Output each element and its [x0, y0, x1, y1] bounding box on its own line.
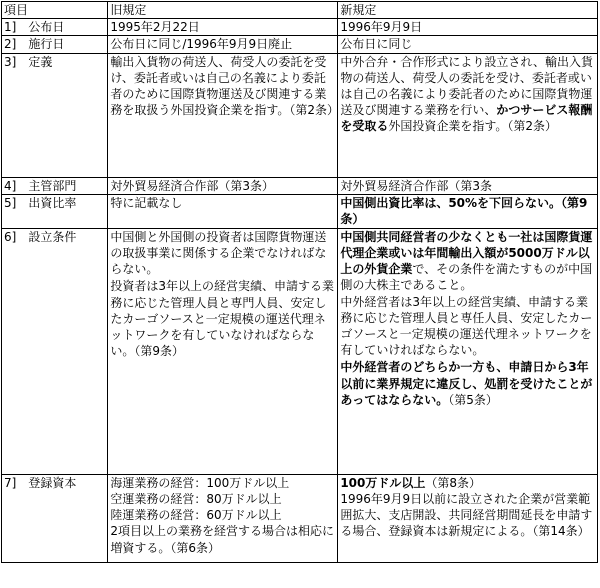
- new-rule-text: [340, 178, 595, 194]
- row-item-label: 3] 定義: [2, 53, 108, 177]
- table-row: [2, 474, 598, 562]
- new-rule-text: [340, 36, 595, 52]
- new-rule-text: [340, 19, 595, 35]
- new-rule-fragment: 中外合弁・合作形式により設立され、輸出入貨物の荷送人、荷受人の委託を受け、委託者或いは自己の名義により委託者のために国際貨物運送及び関連する業務を行い、: [340, 54, 594, 118]
- row-item-label: 7] 登録資本: [2, 474, 108, 562]
- old-rule-text: 中国側と外国側の投資者は国際貨物運送の取扱事業に関係する企業でなければならない。: [110, 229, 327, 277]
- new-rule-fragment: （第8条）: [425, 475, 482, 490]
- old-rule-text: 特に記載なし: [110, 195, 183, 210]
- row-item-label: 6] 設立条件: [2, 228, 108, 474]
- new-rule-fragment: 外国投資企業を指す。（第2条）: [388, 119, 558, 134]
- new-rule-cell: [338, 36, 598, 53]
- new-rule-cell: [338, 194, 598, 228]
- new-rule-text: [340, 195, 595, 227]
- table-row: [2, 194, 598, 228]
- new-rule-text: [340, 54, 595, 135]
- new-rule-text: [340, 359, 595, 408]
- old-rule-cell: [108, 474, 338, 562]
- new-rule-text: [340, 491, 595, 540]
- old-rule-text: 公布日に同じ/1996年9月9日廃止: [110, 37, 293, 52]
- table-header-row: [2, 2, 598, 19]
- new-rule-fragment: 対外貿易経済合作部（第3条: [340, 178, 492, 193]
- table-row: [2, 177, 598, 194]
- row-item-label: 2] 施行日: [2, 36, 108, 53]
- old-rule-cell: [108, 19, 338, 36]
- old-rule-text: 1995年2月22日: [110, 20, 200, 35]
- regulation-comparison-table: [1, 1, 598, 563]
- new-rule-fragment: 1996年9月9日以前に設立された企業が営業範囲拡大、支店開設、共同経営期間延長を申請する場合、登録資本は新規定による。（第14条）: [340, 492, 593, 539]
- new-rule-cell: [338, 53, 598, 177]
- new-rule-fragment-bold: かつサービス報酬を受取る: [340, 103, 593, 134]
- old-rule-cell: [108, 36, 338, 53]
- new-rule-fragment: （第5条）: [448, 392, 498, 407]
- header-new-rule: 新規定: [338, 2, 598, 19]
- old-rule-text: 陸運業務の経営：60万ドル以上: [110, 508, 282, 523]
- new-rule-fragment-bold: 100万ドル以上: [340, 475, 426, 490]
- new-rule-fragment-bold: 中国側共同経営者の少なくとも一社は国際貨運代理企業或いは年間輸出入額が5000万ドル以上の外貨企業: [340, 229, 593, 277]
- old-rule-text: 対外貿易経済合作部（第3条）: [110, 178, 274, 193]
- new-rule-text: [340, 229, 595, 294]
- new-rule-fragment: 1996年9月9日: [340, 20, 423, 35]
- new-rule-fragment: で、その条件を満たすものが中国側の大株主であること。: [340, 262, 593, 293]
- new-rule-fragment-bold: 中外経営者のどちらか一方も、申請日から3年以前に業界規定に違反し、処罰を受けたことがあってはならない。: [340, 360, 593, 407]
- header-old-rule: 旧規定: [108, 2, 338, 19]
- table-row: [2, 228, 598, 474]
- new-rule-fragment: 公布日に同じ: [340, 37, 413, 52]
- old-rule-cell: [108, 228, 338, 474]
- table-row: [2, 53, 598, 177]
- new-rule-cell: [338, 228, 598, 474]
- new-rule-fragment-bold: 中国側出資比率は、50%を下回らない。（第9条）: [340, 195, 588, 227]
- row-item-label: 4] 主管部門: [2, 177, 108, 194]
- new-rule-fragment: 中外経営者は3年以上の経営実績、申請する業務に応じた管理人員と専任人員、安定したカーゴソースと一定規模の運送代理ネットワークを有していければならない。: [340, 294, 593, 358]
- new-rule-text: [340, 294, 595, 359]
- new-rule-cell: [338, 19, 598, 36]
- old-rule-text: 海運業務の経営：100万ドル以上: [110, 475, 290, 490]
- old-rule-cell: [108, 194, 338, 228]
- table-row: [2, 36, 598, 53]
- old-rule-text: 空運業務の経営：80万ドル以上: [110, 492, 282, 507]
- table-row: [2, 19, 598, 36]
- row-item-label: 5] 出資比率: [2, 194, 108, 228]
- old-rule-cell: [108, 177, 338, 194]
- new-rule-text: [340, 475, 595, 491]
- header-item: 項目: [2, 2, 108, 19]
- old-rule-text: 2項目以上の業務を経営する場合は相応に増資する。（第6条）: [110, 524, 334, 555]
- new-rule-cell: [338, 474, 598, 562]
- row-item-label: 1] 公布日: [2, 19, 108, 36]
- old-rule-text: 投資者は3年以上の経営実績、申請する業務に応じた管理人員と専門人員、安定したカーゴソースと一定規模の運送代理ネットワークを有していなければならない。（第9条）: [110, 279, 334, 359]
- new-rule-cell: [338, 177, 598, 194]
- old-rule-text: 輸出入貨物の荷送人、荷受人の委託を受け、委託者或いは自己の名義により委託者のために国際貨物運送及び関連する業務を取扱う外国投資企業を指す。（第2条）: [110, 54, 339, 118]
- old-rule-cell: [108, 53, 338, 177]
